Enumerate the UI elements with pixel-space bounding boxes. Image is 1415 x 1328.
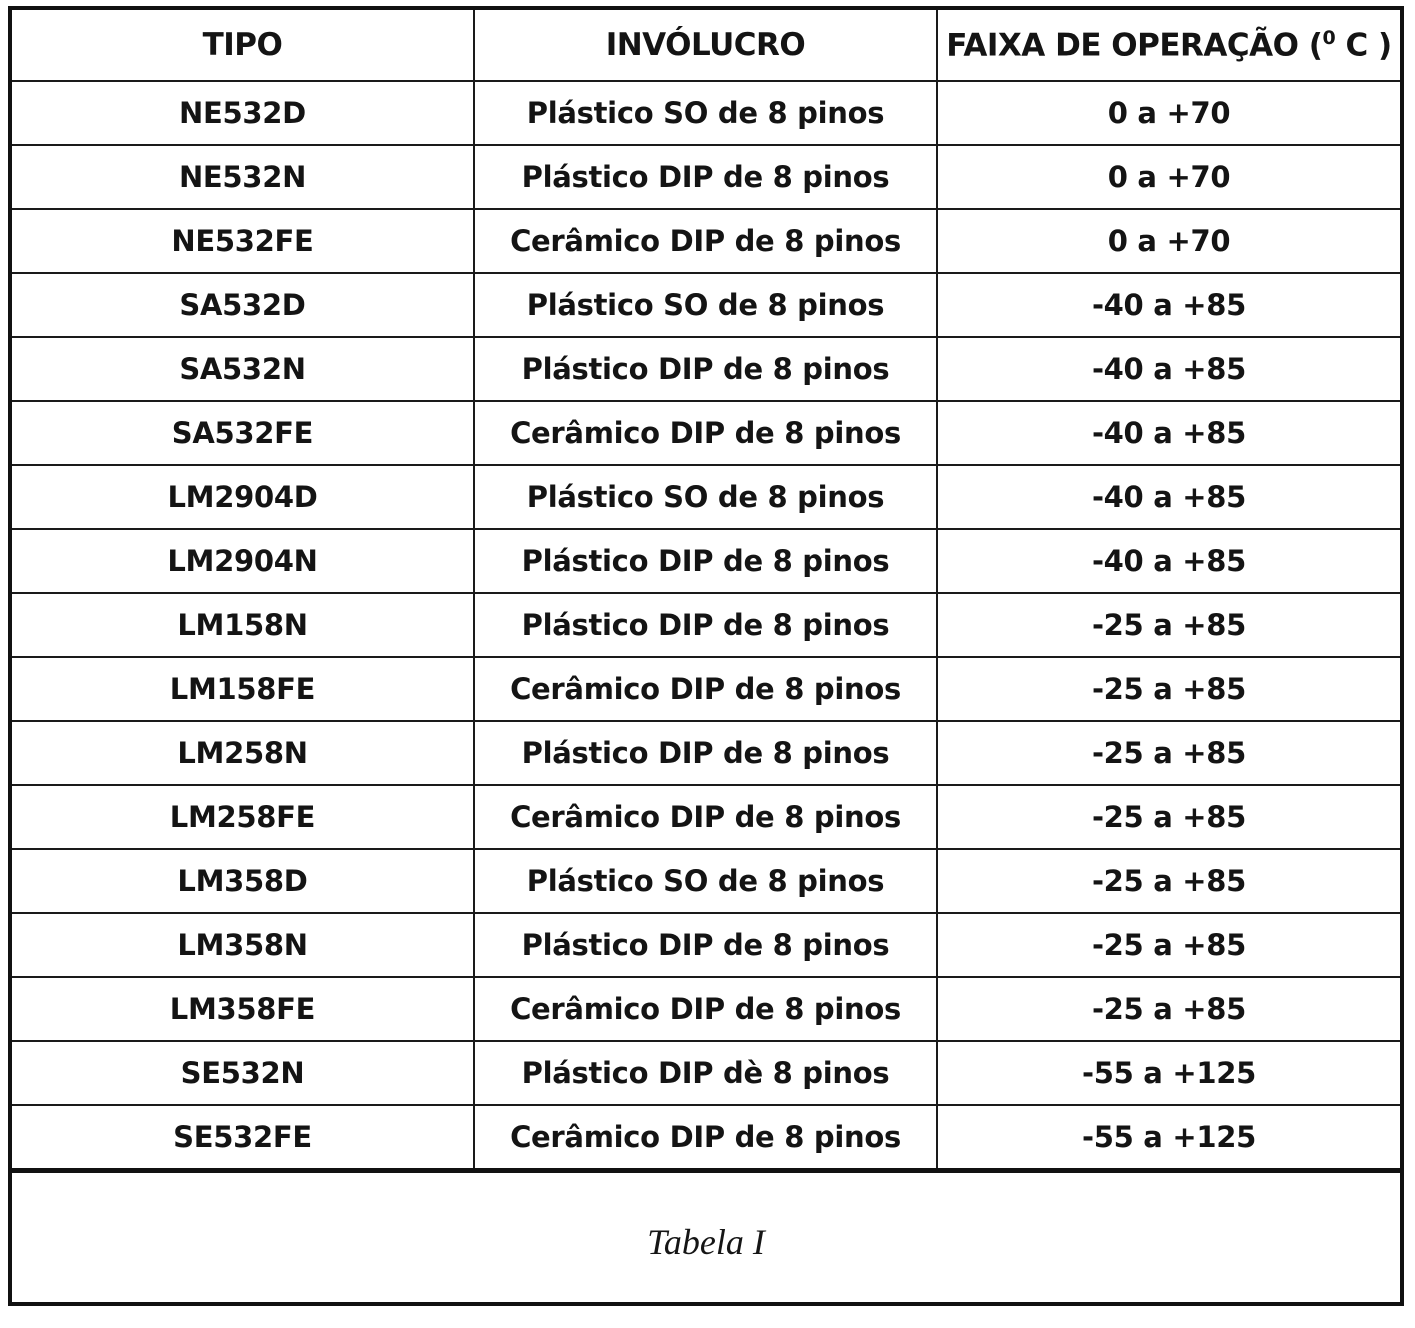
cell-involucro: Plástico DIP de 8 pinos xyxy=(474,593,937,657)
cell-involucro: Cerâmico DIP de 8 pinos xyxy=(474,785,937,849)
cell-tipo: LM358FE xyxy=(12,977,474,1041)
cell-tipo: SA532D xyxy=(12,273,474,337)
cell-involucro: Plástico DIP de 8 pinos xyxy=(474,145,937,209)
cell-tipo: NE532D xyxy=(12,81,474,145)
cell-faixa: -40 a +85 xyxy=(937,401,1400,465)
header-faixa xyxy=(937,10,1400,81)
cell-involucro: Cerâmico DIP de 8 pinos xyxy=(474,401,937,465)
cell-faixa: -25 a +85 xyxy=(937,593,1400,657)
table-row xyxy=(12,593,1400,657)
table-row xyxy=(12,657,1400,721)
table-row xyxy=(12,529,1400,593)
cell-faixa: -25 a +85 xyxy=(937,785,1400,849)
cell-tipo: LM158N xyxy=(12,593,474,657)
cell-tipo: SA532FE xyxy=(12,401,474,465)
header-involucro: INVÓLUCRO xyxy=(474,10,937,81)
table-row xyxy=(12,1105,1400,1171)
cell-faixa: 0 a +70 xyxy=(937,209,1400,273)
header-faixa-unit: C ) xyxy=(1345,27,1392,64)
cell-involucro: Cerâmico DIP de 8 pinos xyxy=(474,657,937,721)
cell-faixa: -25 a +85 xyxy=(937,913,1400,977)
cell-tipo: SE532N xyxy=(12,1041,474,1105)
cell-faixa: -55 a +125 xyxy=(937,1105,1400,1171)
cell-involucro: Plástico DIP de 8 pinos xyxy=(474,913,937,977)
table-row xyxy=(12,977,1400,1041)
table-row xyxy=(12,849,1400,913)
degree-mark: 0 xyxy=(1322,26,1336,49)
table-row xyxy=(12,81,1400,145)
cell-faixa: -40 a +85 xyxy=(937,529,1400,593)
cell-faixa: -25 a +85 xyxy=(937,657,1400,721)
cell-tipo: SE532FE xyxy=(12,1105,474,1171)
spec-table xyxy=(12,10,1400,1173)
cell-involucro: Cerâmico DIP de 8 pinos xyxy=(474,1105,937,1171)
table-row xyxy=(12,273,1400,337)
table-row xyxy=(12,209,1400,273)
table-row xyxy=(12,913,1400,977)
cell-tipo: LM158FE xyxy=(12,657,474,721)
header-row xyxy=(12,10,1400,81)
cell-tipo: LM358N xyxy=(12,913,474,977)
cell-involucro: Plástico SO de 8 pinos xyxy=(474,273,937,337)
document-sheet xyxy=(8,6,1404,1306)
table-row xyxy=(12,785,1400,849)
cell-faixa: 0 a +70 xyxy=(937,81,1400,145)
cell-tipo: NE532FE xyxy=(12,209,474,273)
table-row xyxy=(12,465,1400,529)
cell-involucro: Cerâmico DIP de 8 pinos xyxy=(474,977,937,1041)
cell-tipo: SA532N xyxy=(12,337,474,401)
cell-faixa: -40 a +85 xyxy=(937,273,1400,337)
cell-involucro: Plástico DIP dè 8 pinos xyxy=(474,1041,937,1105)
cell-faixa: -25 a +85 xyxy=(937,977,1400,1041)
cell-involucro: Plástico SO de 8 pinos xyxy=(474,465,937,529)
cell-involucro: Plástico DIP de 8 pinos xyxy=(474,337,937,401)
cell-involucro: Cerâmico DIP de 8 pinos xyxy=(474,209,937,273)
table-row xyxy=(12,145,1400,209)
cell-tipo: LM2904N xyxy=(12,529,474,593)
header-tipo: TIPO xyxy=(12,10,474,81)
cell-tipo: LM258N xyxy=(12,721,474,785)
cell-involucro: Plástico DIP de 8 pinos xyxy=(474,529,937,593)
cell-faixa: -25 a +85 xyxy=(937,721,1400,785)
cell-involucro: Plástico SO de 8 pinos xyxy=(474,81,937,145)
header-faixa-text: FAIXA DE OPERAÇÃO ( xyxy=(946,27,1323,64)
cell-tipo: LM258FE xyxy=(12,785,474,849)
table-row xyxy=(12,401,1400,465)
table-caption: Tabela I xyxy=(647,1222,765,1262)
table-row xyxy=(12,721,1400,785)
cell-tipo: LM2904D xyxy=(12,465,474,529)
cell-faixa: -25 a +85 xyxy=(937,849,1400,913)
table-row xyxy=(12,337,1400,401)
cell-involucro: Plástico DIP de 8 pinos xyxy=(474,721,937,785)
cell-tipo: LM358D xyxy=(12,849,474,913)
table-row xyxy=(12,1041,1400,1105)
cell-faixa: -40 a +85 xyxy=(937,337,1400,401)
cell-tipo: NE532N xyxy=(12,145,474,209)
cell-faixa: -40 a +85 xyxy=(937,465,1400,529)
cell-faixa: 0 a +70 xyxy=(937,145,1400,209)
cell-involucro: Plástico SO de 8 pinos xyxy=(474,849,937,913)
cell-faixa: -55 a +125 xyxy=(937,1041,1400,1105)
table-body xyxy=(12,81,1400,1171)
